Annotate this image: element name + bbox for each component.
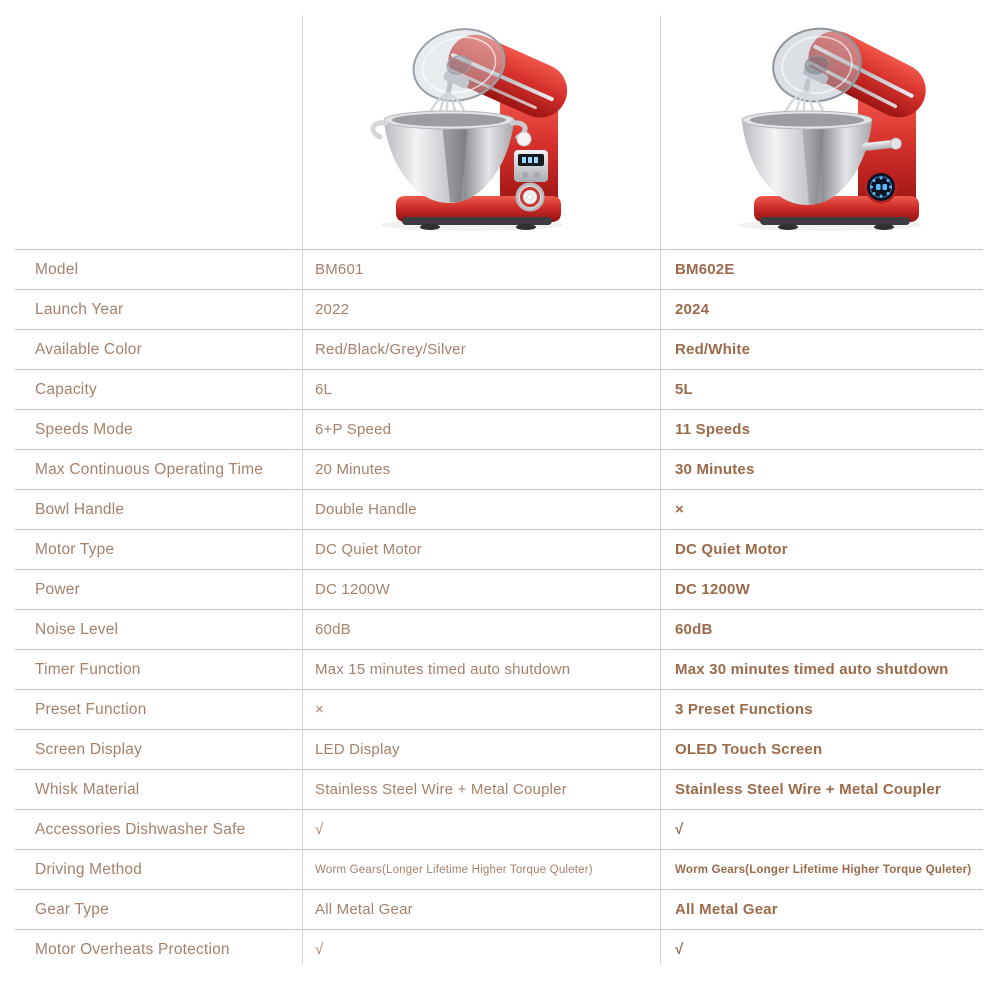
spec-row — [15, 489, 983, 529]
spec-value-bm602e: Red/White — [675, 341, 751, 358]
spec-row — [15, 809, 983, 849]
spec-value-bm602e: √ — [675, 821, 684, 838]
spec-value-bm601: 2022 — [315, 301, 350, 318]
spec-value-bm601: Worm Gears(Longer Lifetime Higher Torque Quleter) — [315, 863, 593, 876]
spec-value-bm602e: DC 1200W — [675, 581, 750, 598]
spec-value-bm602e: Worm Gears(Longer Lifetime Higher Torque Quleter) — [675, 863, 972, 876]
mixer-base — [754, 196, 919, 230]
spec-row — [15, 289, 983, 329]
spec-value-bm602e: BM602E — [675, 261, 735, 278]
spec-value-bm601: All Metal Gear — [315, 901, 413, 918]
spec-label: Driving Method — [35, 860, 143, 878]
product-image-bm601 — [346, 6, 581, 238]
spec-value-bm602e: √ — [675, 941, 684, 958]
spec-table — [15, 249, 983, 969]
spec-row — [15, 449, 983, 489]
tilt-release-button — [517, 132, 531, 146]
bm601-stand-mixer-illustration — [346, 6, 581, 238]
stainless-bowl-no-handles — [742, 111, 872, 205]
spec-label: Preset Function — [35, 700, 147, 718]
spec-value-bm602e: 30 Minutes — [675, 461, 755, 478]
spec-label: Available Color — [35, 340, 142, 358]
spec-label: Launch Year — [35, 300, 124, 318]
spec-label: Noise Level — [35, 620, 119, 638]
spec-row — [15, 769, 983, 809]
spec-label: Motor Overheats Protection — [35, 940, 230, 958]
bowl-handle-left — [373, 123, 386, 137]
spec-label: Gear Type — [35, 900, 109, 918]
spec-value-bm601: 6+P Speed — [315, 421, 392, 438]
spec-value-bm601: Double Handle — [315, 501, 417, 518]
spec-value-bm601: Stainless Steel Wire + Metal Coupler — [315, 781, 567, 798]
spec-value-bm602e: 11 Speeds — [675, 421, 751, 438]
spec-value-bm601: 60dB — [315, 621, 351, 638]
spec-label: Capacity — [35, 380, 97, 398]
spec-row — [15, 889, 983, 929]
spec-value-bm601: LED Display — [315, 741, 400, 758]
spec-label: Bowl Handle — [35, 500, 125, 518]
spec-value-bm602e: DC Quiet Motor — [675, 541, 788, 558]
spec-value-bm602e: 3 Preset Functions — [675, 701, 813, 718]
spec-value-bm601: 6L — [315, 381, 333, 398]
spec-value-bm602e: Stainless Steel Wire + Metal Coupler — [675, 781, 941, 798]
spec-row — [15, 609, 983, 649]
spec-row — [15, 529, 983, 569]
spec-value-bm601: × — [315, 701, 324, 718]
spec-label: Timer Function — [35, 660, 141, 678]
spec-value-bm602e: OLED Touch Screen — [675, 741, 823, 758]
spec-value-bm601: Max 15 minutes timed auto shutdown — [315, 661, 571, 678]
spec-label: Speeds Mode — [35, 420, 133, 438]
spec-value-bm601: √ — [315, 941, 324, 958]
spec-value-bm602e: Max 30 minutes timed auto shutdown — [675, 661, 949, 678]
bm602e-stand-mixer-illustration — [704, 6, 939, 238]
spec-value-bm602e: × — [675, 501, 684, 518]
spec-label: Accessories Dishwasher Safe — [35, 820, 246, 838]
spec-value-bm601: DC 1200W — [315, 581, 390, 598]
spec-value-bm601: √ — [315, 821, 324, 838]
spec-label: Whisk Material — [35, 780, 140, 798]
spec-row — [15, 649, 983, 689]
product-image-bm602e — [704, 6, 939, 238]
spec-value-bm602e: 5L — [675, 381, 693, 398]
spec-value-bm601: 20 Minutes — [315, 461, 391, 478]
spec-row — [15, 569, 983, 609]
spec-value-bm602e: 2024 — [675, 301, 710, 318]
spec-row — [15, 849, 983, 889]
spec-label: Screen Display — [35, 740, 143, 758]
spec-label: Power — [35, 580, 80, 598]
spec-value-bm601: BM601 — [315, 261, 364, 278]
spec-row — [15, 729, 983, 769]
spec-row — [15, 689, 983, 729]
spec-label: Model — [35, 260, 79, 278]
spec-row — [15, 929, 983, 969]
spec-value-bm601: DC Quiet Motor — [315, 541, 422, 558]
spec-label: Motor Type — [35, 540, 115, 558]
spec-value-bm601: Red/Black/Grey/Silver — [315, 341, 466, 358]
spec-row — [15, 409, 983, 449]
spec-row — [15, 249, 983, 289]
spec-label: Max Continuous Operating Time — [35, 460, 264, 478]
spec-row — [15, 369, 983, 409]
spec-value-bm602e: All Metal Gear — [675, 901, 778, 918]
spec-value-bm602e: 60dB — [675, 621, 713, 638]
spec-row — [15, 329, 983, 369]
